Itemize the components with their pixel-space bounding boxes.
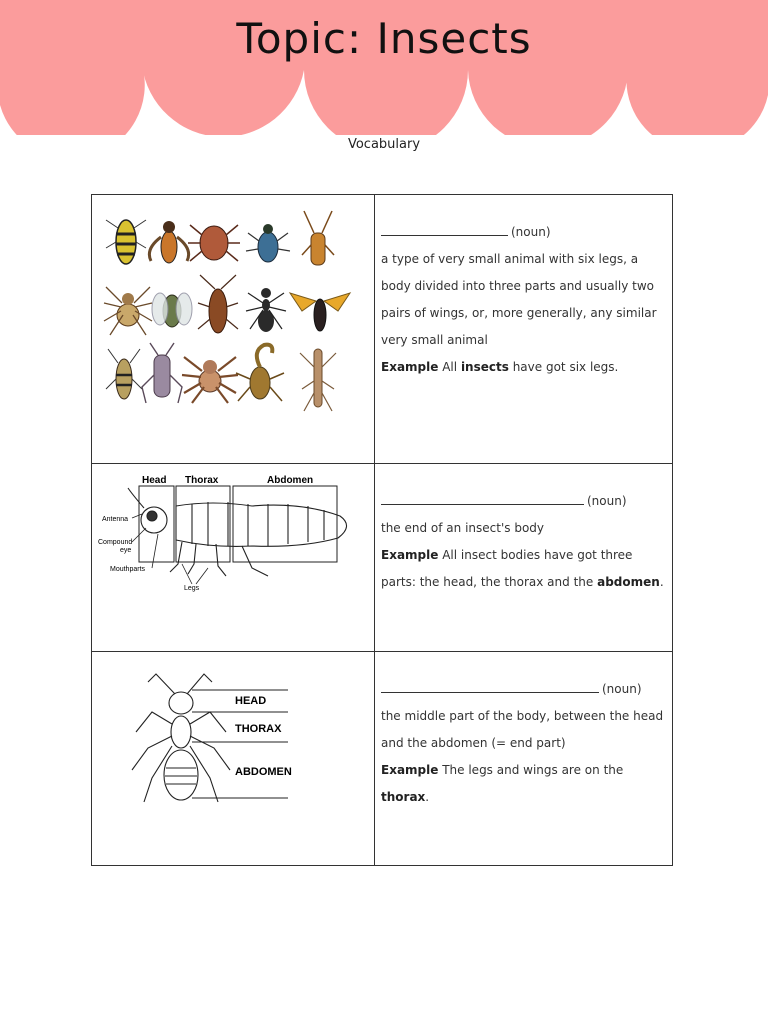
example-keyword: insects — [460, 360, 509, 374]
fly-icon — [152, 293, 192, 327]
diagram-label-head: Head — [142, 475, 167, 486]
larva-diagram-cell — [92, 464, 375, 652]
abdomen-box — [233, 486, 337, 562]
example-sentence — [381, 757, 664, 811]
example-post: . — [425, 790, 430, 804]
ant-diagram-cell — [92, 652, 375, 866]
thorax-box — [176, 486, 230, 562]
scorpion-icon — [236, 345, 284, 401]
example-label: Example — [381, 360, 439, 374]
tarantula-icon — [182, 357, 238, 403]
definition-text: the end of an insect's body — [381, 521, 545, 535]
beetle-icon — [246, 224, 290, 262]
part-of-speech: (noun) — [602, 682, 642, 696]
diagram-label-abdomen: ABDOMEN — [235, 766, 292, 778]
ant-icon — [246, 288, 286, 332]
definition-text: a type of very small animal with six legs, a body divided into three parts and usually two pairs of wings, or, more generally, any similar very small animal — [381, 252, 657, 347]
longhorn-beetle-icon — [302, 211, 334, 265]
example-sentence — [381, 542, 664, 596]
example-label: Example — [381, 548, 439, 562]
hornet-icon — [149, 221, 188, 263]
page-title: Topic: Insects — [236, 14, 532, 63]
definition-cell — [375, 652, 673, 866]
answer-blank[interactable] — [381, 221, 508, 236]
part-of-speech: (noun) — [587, 494, 627, 508]
example-keyword: thorax — [381, 790, 426, 804]
spider-icon — [104, 287, 152, 335]
example-sentence — [381, 354, 664, 381]
part-of-speech: (noun) — [511, 225, 551, 239]
diagram-label-head: HEAD — [235, 695, 267, 707]
wasp-icon — [106, 220, 146, 264]
example-pre: The legs and wings are on the — [442, 763, 624, 777]
example-label: Example — [381, 763, 439, 777]
section-subtitle: Vocabulary — [347, 137, 421, 152]
insects-collage-cell — [92, 195, 375, 464]
example-keyword: abdomen — [597, 575, 660, 589]
answer-blank[interactable] — [381, 678, 599, 693]
larva-body — [128, 488, 347, 576]
answer-blank[interactable] — [381, 490, 584, 505]
definition-cell — [375, 464, 673, 652]
definition-cell — [375, 195, 673, 464]
example-pre: All — [442, 360, 458, 374]
ant-diagram — [92, 652, 374, 841]
table-row — [92, 464, 673, 652]
diagram-label-abdomen: Abdomen — [267, 475, 314, 486]
stick-insect-icon — [300, 349, 336, 411]
head-box — [139, 486, 174, 562]
diagram-label-compound: Compound — [98, 539, 133, 546]
tick-icon — [188, 225, 240, 261]
diagram-label-eye: eye — [120, 547, 132, 554]
diagram-label-antenna: Antenna — [102, 516, 129, 523]
bee-icon — [106, 349, 142, 399]
diagram-label-legs: Legs — [184, 585, 200, 592]
definition-text: the middle part of the body, between the head and the abdomen (= end part) — [381, 709, 664, 750]
vocabulary-table — [91, 194, 673, 866]
diagram-label-thorax: THORAX — [235, 723, 282, 735]
diagram-label-mouthparts: Mouthparts — [110, 566, 146, 573]
ant-drawing — [132, 674, 230, 802]
larva-diagram — [92, 464, 374, 627]
table-row — [92, 652, 673, 866]
yellow-wasp-icon — [290, 293, 350, 331]
table-row — [92, 195, 673, 464]
example-pre: All insect bodies have got three parts: the head, the thorax and the — [381, 548, 633, 589]
diagram-label-thorax: Thorax — [185, 475, 219, 486]
cricket-icon — [142, 343, 182, 403]
pointer-lines — [132, 514, 208, 584]
cockroach-icon — [198, 275, 238, 333]
insects-collage-image — [92, 195, 374, 439]
example-post: . — [659, 575, 664, 589]
example-post: have got six legs. — [512, 360, 619, 374]
